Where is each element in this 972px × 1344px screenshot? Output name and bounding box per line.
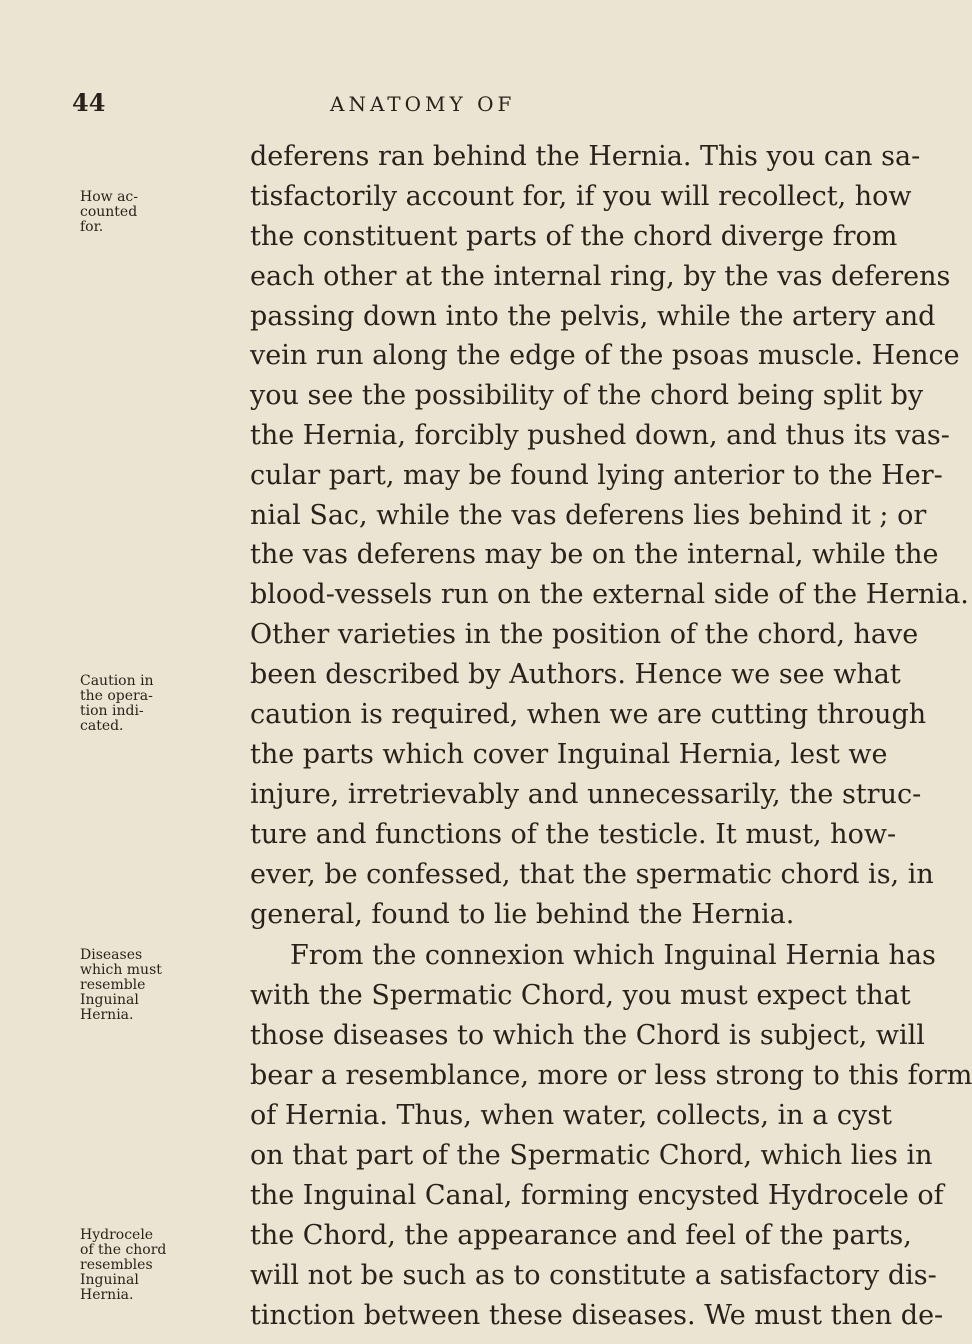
margin-note-line: Inguinal [80,992,139,1008]
margin-note-caution [80,674,172,734]
text-line: From the connexion which Inguinal Hernia has [290,940,936,971]
text-line: ture and functions of the testicle. It must, how- [250,819,897,850]
text-line: the parts which cover Inguinal Hernia, lest we [250,739,888,770]
text-line: injure, irretrievably and unnecessarily, the struc- [250,779,922,810]
text-line: each other at the internal ring, by the vas deferens [250,261,951,292]
text-line: tisfactorily account for, if you will recollect, how [250,181,912,212]
margin-note-line: How ac- [80,189,138,205]
margin-note-line: tion indi- [80,703,144,719]
margin-note-how-accounted [80,190,172,235]
text-line: blood-vessels run on the external side of the Hernia. [250,579,969,610]
margin-note-diseases [80,948,172,1023]
margin-note-line: Caution in [80,673,154,689]
margin-note-line: of the chord [80,1242,167,1258]
margin-note-line: Hernia. [80,1007,134,1023]
margin-note-line: which must [80,962,162,978]
margin-note-line: Hernia. [80,1287,134,1303]
margin-note-line: resembles [80,1257,153,1273]
text-line: will not be such as to constitute a satisfactory dis- [250,1260,937,1291]
text-line: bear a resemblance, more or less strong to this form [250,1060,972,1091]
margin-note-line: counted [80,204,138,220]
text-line: the Hernia, forcibly pushed down, and thus its vas- [250,420,950,451]
text-line: cular part, may be found lying anterior to the Her- [250,460,943,491]
running-title: ANATOMY OF [330,92,516,116]
text-line: caution is required, when we are cutting through [250,699,927,730]
margin-note-line: cated. [80,718,124,734]
margin-note-line: for. [80,219,104,235]
margin-note-line: Hydrocele [80,1227,154,1243]
text-line: the Chord, the appearance and feel of the parts, [250,1220,912,1251]
text-line: of Hernia. Thus, when water, collects, in a cyst [250,1100,892,1131]
margin-note-line: resemble [80,977,146,993]
text-line: on that part of the Spermatic Chord, which lies in [250,1140,933,1171]
text-line: nial Sac, while the vas deferens lies behind it ; or [250,500,927,531]
text-line: been described by Authors. Hence we see what [250,659,901,690]
margin-note-line: the opera- [80,688,153,704]
margin-note-hydrocele [80,1228,172,1303]
text-line: passing down into the pelvis, while the artery and [250,301,936,332]
margin-note-line: Diseases [80,947,143,963]
text-line: vein run along the edge of the psoas muscle. Hence [250,340,960,371]
text-line: with the Spermatic Chord, you must expect that [250,980,911,1011]
text-line: the Inguinal Canal, forming encysted Hydrocele of [250,1180,944,1211]
text-line: you see the possibility of the chord being split by [250,380,924,411]
text-line: the vas deferens may be on the internal, while the [250,539,939,570]
page-number: 44 [72,88,106,117]
text-line: ever, be confessed, that the spermatic chord is, in [250,859,934,890]
text-line: deferens ran behind the Hernia. This you can sa- [250,141,921,172]
text-line: the constituent parts of the chord diverge from [250,221,898,252]
text-line: general, found to lie behind the Hernia. [250,899,795,930]
margin-note-line: Inguinal [80,1272,139,1288]
text-line: those diseases to which the Chord is subject, will [250,1020,925,1051]
text-line: Other varieties in the position of the chord, have [250,619,919,650]
text-line: tinction between these diseases. We must then de- [250,1300,944,1331]
